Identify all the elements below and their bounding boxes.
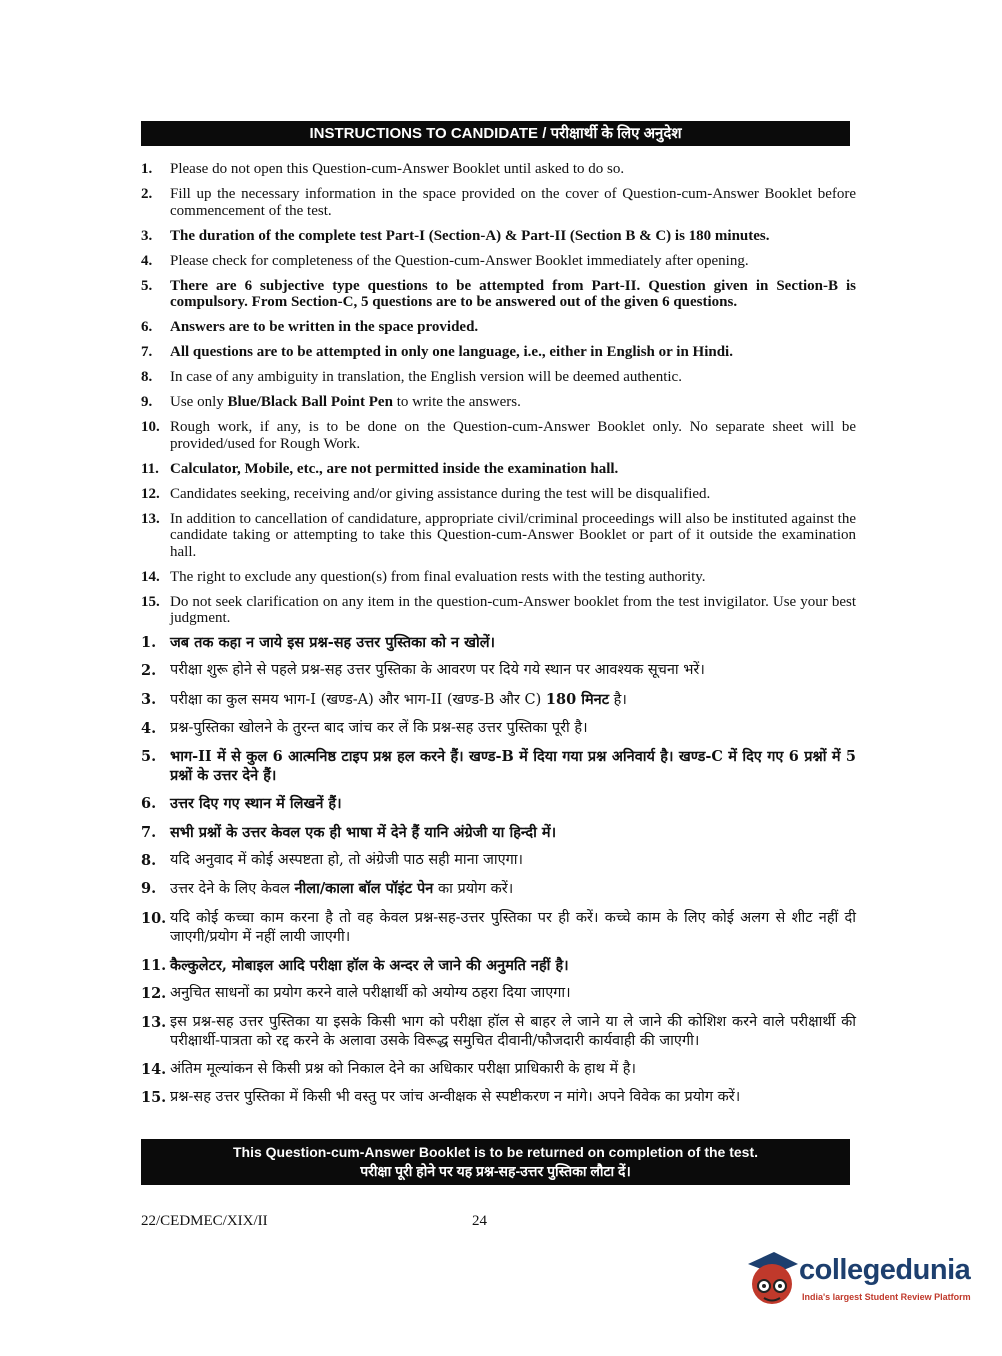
return-notice-bar [141,1139,850,1185]
list-item: 4. प्रश्न-पुस्तिका खोलने के तुरन्त बाद जांच कर लें कि प्रश्न-सह उत्तर पुस्तिका पूरी है। [141,719,588,737]
mascot-icon [744,1248,800,1308]
list-item: 7. All questions are to be attempted in only one language, i.e., either in English or in Hindi. [141,344,733,360]
list-item: 6. उत्तर दिए गए स्थान में लिखनें हैं। [141,795,342,813]
page-code: 22/CEDMEC/XIX/II [141,1213,268,1229]
list-item: 5. There are 6 subjective type questions to be attempted from Part-II. Question given in Section-B is compulsory. From Section-C, 5 questions are to be answered out of the given 6 questions. [141,277,856,310]
list-item: 15. Do not seek clarification on any item in the question-cum-Answer booklet from the test invigilator. Use your best judgment. [141,593,856,626]
list-item: 12. अनुचित साधनों का प्रयोग करने वाले परीक्षार्थी को अयोग्य ठहरा दिया जाएगा। [141,985,571,1003]
list-item: 2. Fill up the necessary information in the space provided on the cover of Question-cum-Answer Booklet before commencement of the test. [141,186,856,219]
hindi-instructions [141,633,856,1116]
page-number: 24 [472,1213,487,1229]
list-item: 3. परीक्षा का कुल समय भाग-I (खण्ड-A) और भाग-II (खण्ड-B और C) 180 मिनट है। [141,690,627,708]
list-item: 8. In case of any ambiguity in translation, the English version will be deemed authentic. [141,369,682,385]
list-item: 1. Please do not open this Question-cum-Answer Booklet until asked to do so. [141,161,625,177]
list-item: 1. जब तक कहा न जाये इस प्रश्न-सह उत्तर पुस्तिका को न खोलें। [141,634,496,651]
list-item: 11. कैल्कुलेटर, मोबाइल आदि परीक्षा हॉल के अन्दर ले जाने की अनुमति नहीं है। [141,956,569,974]
list-item: 14. The right to exclude any question(s) from final evaluation rests with the testing authority. [141,568,706,585]
list-item: 10. यदि कोई कच्चा काम करना है तो वह केवल प्रश्न-सह-उत्तर पुस्तिका पर ही करें। कच्चे काम के लिए कोई अलग से शीट नहीं दी जाएगी/प्रयोग में नहीं लायी जाएगी। [141,909,856,945]
list-item: 5. भाग-II में से कुल 6 आत्मनिष्ठ टाइप प्रश्न हल करने हैं। खण्ड-B में दिया गया प्रश्न अनिवार्य है। खण्ड-C में दिए गए 6 प्रश्नों में 5 प्रश्नों के उत्तर देने हैं। [141,748,856,785]
list-item: 11. Calculator, Mobile, etc., are not permitted inside the examination hall. [141,460,619,477]
list-item: 9. उत्तर देने के लिए केवल नीला/काला बॉल पॉइंट पेन का प्रयोग करें। [141,880,514,898]
list-item: 2. परीक्षा शुरू होने से पहले प्रश्न-सह उत्तर पुस्तिका के आवरण पर दिये गये स्थान पर आवश्यक सूचना भरें। [141,662,705,680]
list-item: 12. Candidates seeking, receiving and/or giving assistance during the test will be disqualified. [141,485,711,502]
list-item: 13. In addition to cancellation of candidature, appropriate civil/criminal proceedings will also be instituted against the candidate taking or attempting to take this Question-cum-Answer Booklet or part of it outside the examination hall. [141,510,856,560]
list-item: 4. Please check for completeness of the Question-cum-Answer Booklet immediately after opening. [141,252,749,269]
return-notice-english: This Question-cum-Answer Booklet is to be returned on completion of the test. [232,1144,759,1160]
list-item: 15. प्रश्न-सह उत्तर पुस्तिका में किसी भी वस्तु पर जांच अन्वीक्षक से स्पष्टीकरण न मांगे। अपने विवेक का प्रयोग करें। [141,1089,741,1107]
list-item: 8. यदि अनुवाद में कोई अस्पष्टता हो, तो अंग्रेजी पाठ सही माना जाएगा। [141,852,524,870]
list-item: 13. इस प्रश्न-सह उत्तर पुस्तिका या इसके किसी भाग को परीक्षा हॉल से बाहर ले जाने या ले जाने की कोशिश करने वाले परीक्षार्थी की परीक्षार्थी-पात्रता को रद्द करने के अलावा उसके विरूद्ध समुचित दीवानी/फौजदारी कार्यवाही की जाएगी। [141,1013,856,1049]
list-item: 6. Answers are to be written in the space provided. [141,319,479,335]
list-item: 10. Rough work, if any, is to be done on the Question-cum-Answer Booklet only. No separate sheet will be provided/used for Rough Work. [141,419,856,452]
logo-wordmark: collegedunia [799,1254,971,1286]
return-notice-hindi: परीक्षा पूरी होने पर यह प्रश्न-सह-उत्तर पुस्तिका लौटा दें। [360,1163,631,1179]
list-item: 9. Use only Blue/Black Ball Point Pen to write the answers. [141,394,521,410]
collegedunia-logo[interactable] [744,1248,974,1312]
english-instructions [141,161,856,635]
list-item: 3. The duration of the complete test Part-I (Section-A) & Part-II (Section B & C) is 180 minutes. [141,227,770,244]
list-item: 14. अंतिम मूल्यांकन से किसी प्रश्न को निकाल देने का अधिकार परीक्षा प्राधिकारी के हाथ में है। [141,1060,636,1078]
list-item: 7. सभी प्रश्नों के उत्तर केवल एक ही भाषा में देने हैं यानि अंग्रेजी या हिन्दी में। [141,823,557,841]
logo-tagline: India's largest Student Review Platform [802,1292,971,1302]
instructions-header: INSTRUCTIONS TO CANDIDATE / परीक्षार्थी के लिए अनुदेश [141,121,850,146]
